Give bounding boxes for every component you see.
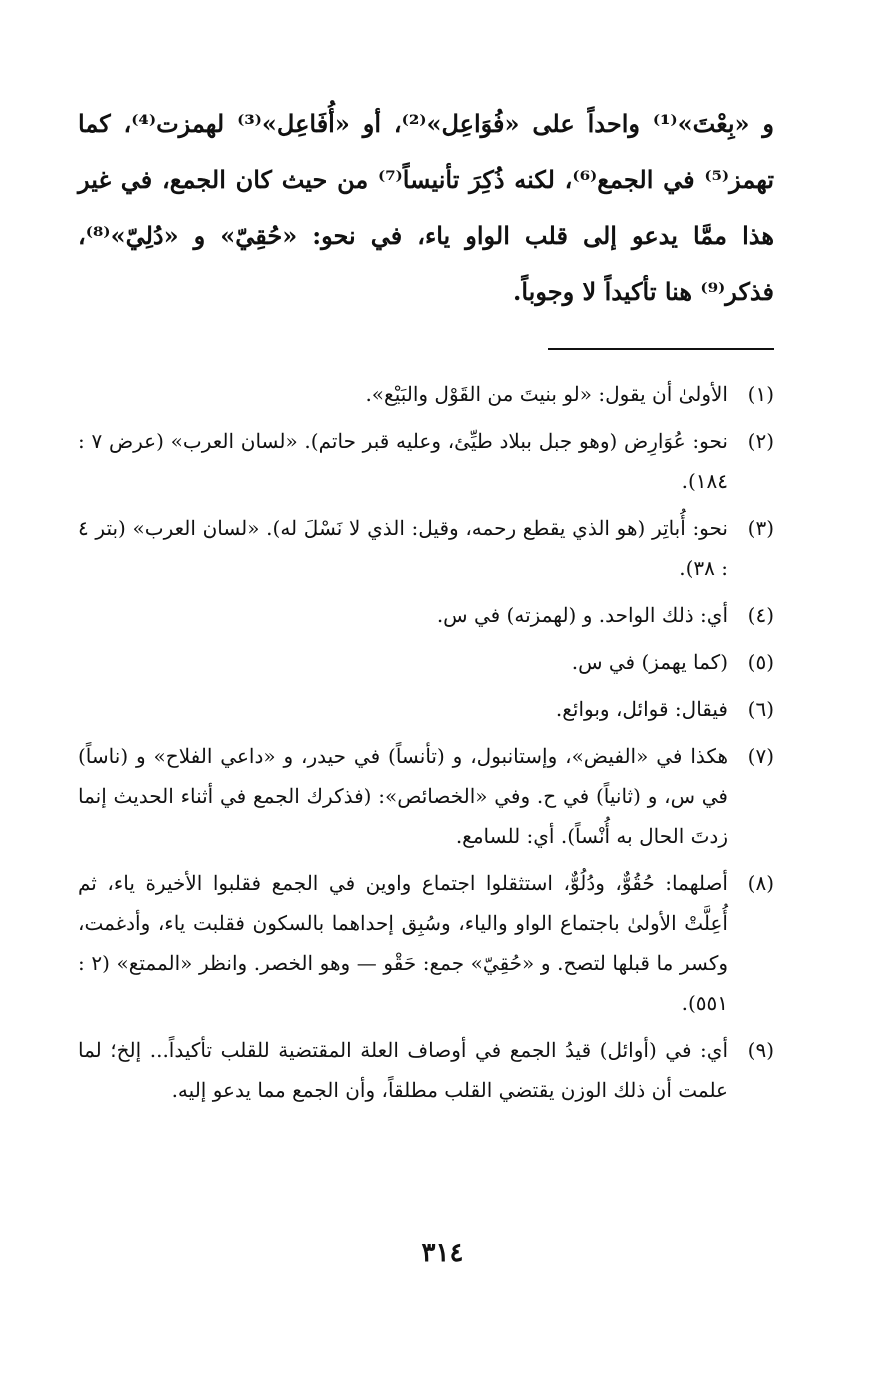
footnote-3: [78, 508, 774, 588]
footnote-separator: [548, 348, 774, 350]
footnote-number: (٦): [747, 697, 774, 721]
footnote-9: [78, 1030, 774, 1110]
footnote-text: نحو: عُوَارِض (وهو جبل ببلاد طيِّئ، وعليه قبر حاتم). «لسان العرب» (عرض ٧ : ١٨٤).: [78, 429, 728, 493]
footnote-6: [78, 689, 774, 729]
footnote-text: أي: ذلك الواحد. و (لهمزته) في س.: [436, 603, 728, 627]
footnote-2: [78, 421, 774, 501]
main-paragraph: و «بِعْتَ»⁽¹⁾ واحداً على «فُوَاعِل»⁽²⁾، أو «أُفَاعِل»⁽³⁾ لهمزت⁽⁴⁾، كما تهمز⁽⁵⁾ في الجمع⁽⁶⁾، لكنه ذُكِرَ تأنيساً⁽⁷⁾ من حيث كان الجمع، في غير هذا ممَّا يدعو إلى قلب الواو ياء، في نحو: «حُقِيّ» و «دُلِيّ»⁽⁸⁾، فذكر⁽⁹⁾ هنا تأكيداً لا وجوباً.: [78, 109, 775, 306]
footnote-number: (٥): [747, 650, 774, 674]
footnote-1: [78, 374, 774, 414]
footnote-number: (٤): [747, 603, 774, 627]
footnote-4: [78, 595, 774, 635]
footnote-text: أي: في (أوائل) قيدُ الجمع في أوصاف العلة المقتضية للقلب تأكيداً... إلخ؛ لما علمت أن ذلك الوزن يقتضي القلب مطلقاً، وأن الجمع مما يدعو إليه.: [78, 1038, 728, 1102]
main-paragraph-block: [78, 96, 774, 320]
footnote-5: [78, 642, 774, 682]
footnote-number: (٢): [747, 429, 774, 453]
footnote-number: (٨): [747, 871, 774, 895]
footnotes: [78, 374, 774, 1117]
footnote-text: (كما يهمز) في س.: [571, 650, 728, 674]
footnote-number: (١): [747, 382, 774, 406]
footnote-number: (٩): [747, 1038, 774, 1062]
footnote-text: نحو: أُباتِر (هو الذي يقطع رحمه، وقيل: الذي لا نَسْلَ له). «لسان العرب» (بتر ٤ : ٣٨).: [78, 516, 728, 580]
footnote-number: (٧): [747, 744, 774, 768]
footnote-text: هكذا في «الفيض»، وإستانبول، و (تأنساً) في حيدر، و «داعي الفلاح» و (ناساً) في س، و (ثانياً) في ح. وفي «الخصائص»: (فذكرك الجمع في أثناء الحديث إنما زدتَ الحال به أُنْساً). أي: للسامع.: [78, 744, 728, 848]
page-number: ٣١٤: [421, 1238, 464, 1268]
footnote-text: فيقال: قوائل، وبوائع.: [555, 697, 728, 721]
footnote-number: (٣): [747, 516, 774, 540]
footnote-text: أصلهما: حُقُوٌّ، ودُلُوٌّ، استثقلوا اجتماع واوين في الجمع فقلبوا الأخيرة ياء، ثم أُعِلَّتْ الأولىٰ باجتماع الواو والياء، وسُبِق إحداهما بالسكون فقلبت ياء، وأدغمت، وكسر ما قبلها لتصح. و «حُقِيّ» جمع: حَقْو — وهو الخصر. وانظر «الممتع» (٢ : ٥٥١).: [78, 871, 728, 1015]
footnote-8: [78, 863, 774, 1023]
footnote-7: [78, 736, 774, 856]
footnote-text: الأولىٰ أن يقول: «لو بنيتَ من القَوْل والبَيْع».: [365, 382, 728, 406]
